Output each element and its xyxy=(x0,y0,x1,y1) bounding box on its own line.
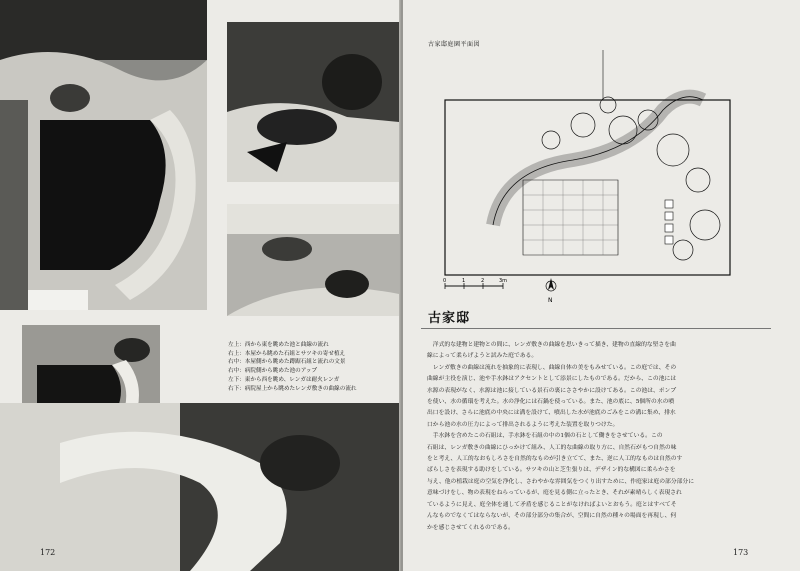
photo-captions xyxy=(228,341,396,393)
body-line: レンガ敷きの曲線は流れを抽象的に表現し、曲線自体の美をもみせている。この庭では、その xyxy=(427,364,677,371)
caption-line: 右上：本屋から眺めた石組とサツキの寄せ植え xyxy=(228,350,346,357)
article-title: 古家邸 xyxy=(428,311,471,326)
caption-line: 右中：病院側から眺めた池のアップ xyxy=(228,368,318,375)
body-line: 水源の表現がなく、水源は池に接している景石の裏にささやかに設けてある。この池は、ポンプ xyxy=(427,387,677,394)
right-page xyxy=(403,0,800,571)
body-line: 出口を設け、さらに池底の中央には溝を設けて、噴出した水が池底のごみをこの溝に集め、排水 xyxy=(427,410,676,417)
body-line: 線によって柔らげようと試みた庭である。 xyxy=(427,353,538,360)
garden-plan-drawing xyxy=(433,50,733,305)
body-line: かを感じさせてくれるのである。 xyxy=(427,524,514,531)
caption-line: 右中：本屋側から眺めた蹲踞石組と流れの文景 xyxy=(228,359,346,366)
body-line: をと考え、人工的なおもしろさを自然的なものが引き立てて、また、逆に人工的なものは自然のす xyxy=(427,456,683,463)
body-line: 洋式的な建物と建物との間に、レンガ敷きの曲線を思いきって描き、建物の直線的な堅さを曲 xyxy=(427,342,676,348)
caption-line: 左上：西から東を眺めた池と曲線の流れ xyxy=(228,342,329,348)
page-number-left: 172 xyxy=(40,548,56,557)
north-label: N xyxy=(548,297,553,304)
page-number-right: 173 xyxy=(733,548,749,557)
body-line: 石組は、レンガ敷きの曲線にひっかけて組み、人工的な曲線の取り方に、自然石がもつ自然の味 xyxy=(427,444,677,451)
body-line: 手水鉢を含めたこの石組は、手水鉢を石組の中の1個の石として働きをさせている。この xyxy=(427,433,663,440)
article-body xyxy=(427,340,782,534)
scale-label: 3m xyxy=(499,278,508,284)
photo-pond-curve xyxy=(0,0,207,310)
body-line: 曲線が主役を演じ、池や手水鉢はアクセントとして添景にしたものである。だから、この池には xyxy=(427,376,677,383)
body-line: を使い、水の循環を考えた。水の浄化には石鍋を使っている。また、池の底に、5個所の水の噴 xyxy=(427,399,675,406)
caption-line: 左下：東から西を眺め、レンガは耐火レンガ xyxy=(228,376,340,383)
body-line: ばらしさを表現する助けをしている。サツキの山と芝生張りは、デザイン的な構図に柔らかさを xyxy=(427,467,676,474)
body-line: 口から池の水の圧力によって排出されるように考えた装置を取りつけた。 xyxy=(427,421,619,428)
scale-label: 0 xyxy=(443,278,447,284)
plan-title: 古家邸庭園平面図 xyxy=(428,41,481,48)
title-divider xyxy=(421,328,771,329)
photo-stone-arrangement xyxy=(227,204,399,316)
body-line: 与え、他の植栽は庭の空気を浄化し、さわやかな雰囲気をつくり出すために、作庭家は庭の部分部分に xyxy=(427,478,695,485)
photo-rock-azalea xyxy=(227,22,399,182)
scale-label: 1 xyxy=(462,278,466,284)
north-arrow-icon xyxy=(546,278,556,291)
body-line: ているように見え、庭全体を通して矛盾を感じることがなければよいとおもう。庭とはすべてそ xyxy=(427,501,677,508)
photo-brick-curve xyxy=(0,403,401,571)
caption-line: 右下：病院屋上から眺めたレンガ敷きの曲線の流れ xyxy=(228,385,357,392)
scale-label: 2 xyxy=(481,278,485,284)
body-line: んなものでなくてはならないが、その部分部分の集合が、空間に自然の種々の場面を再現し、何 xyxy=(427,513,677,520)
body-line: 意味づけをし、物の表現をねらっているが、庭を見る側に立ったとき、それが素晴らしく表現され xyxy=(427,490,682,497)
